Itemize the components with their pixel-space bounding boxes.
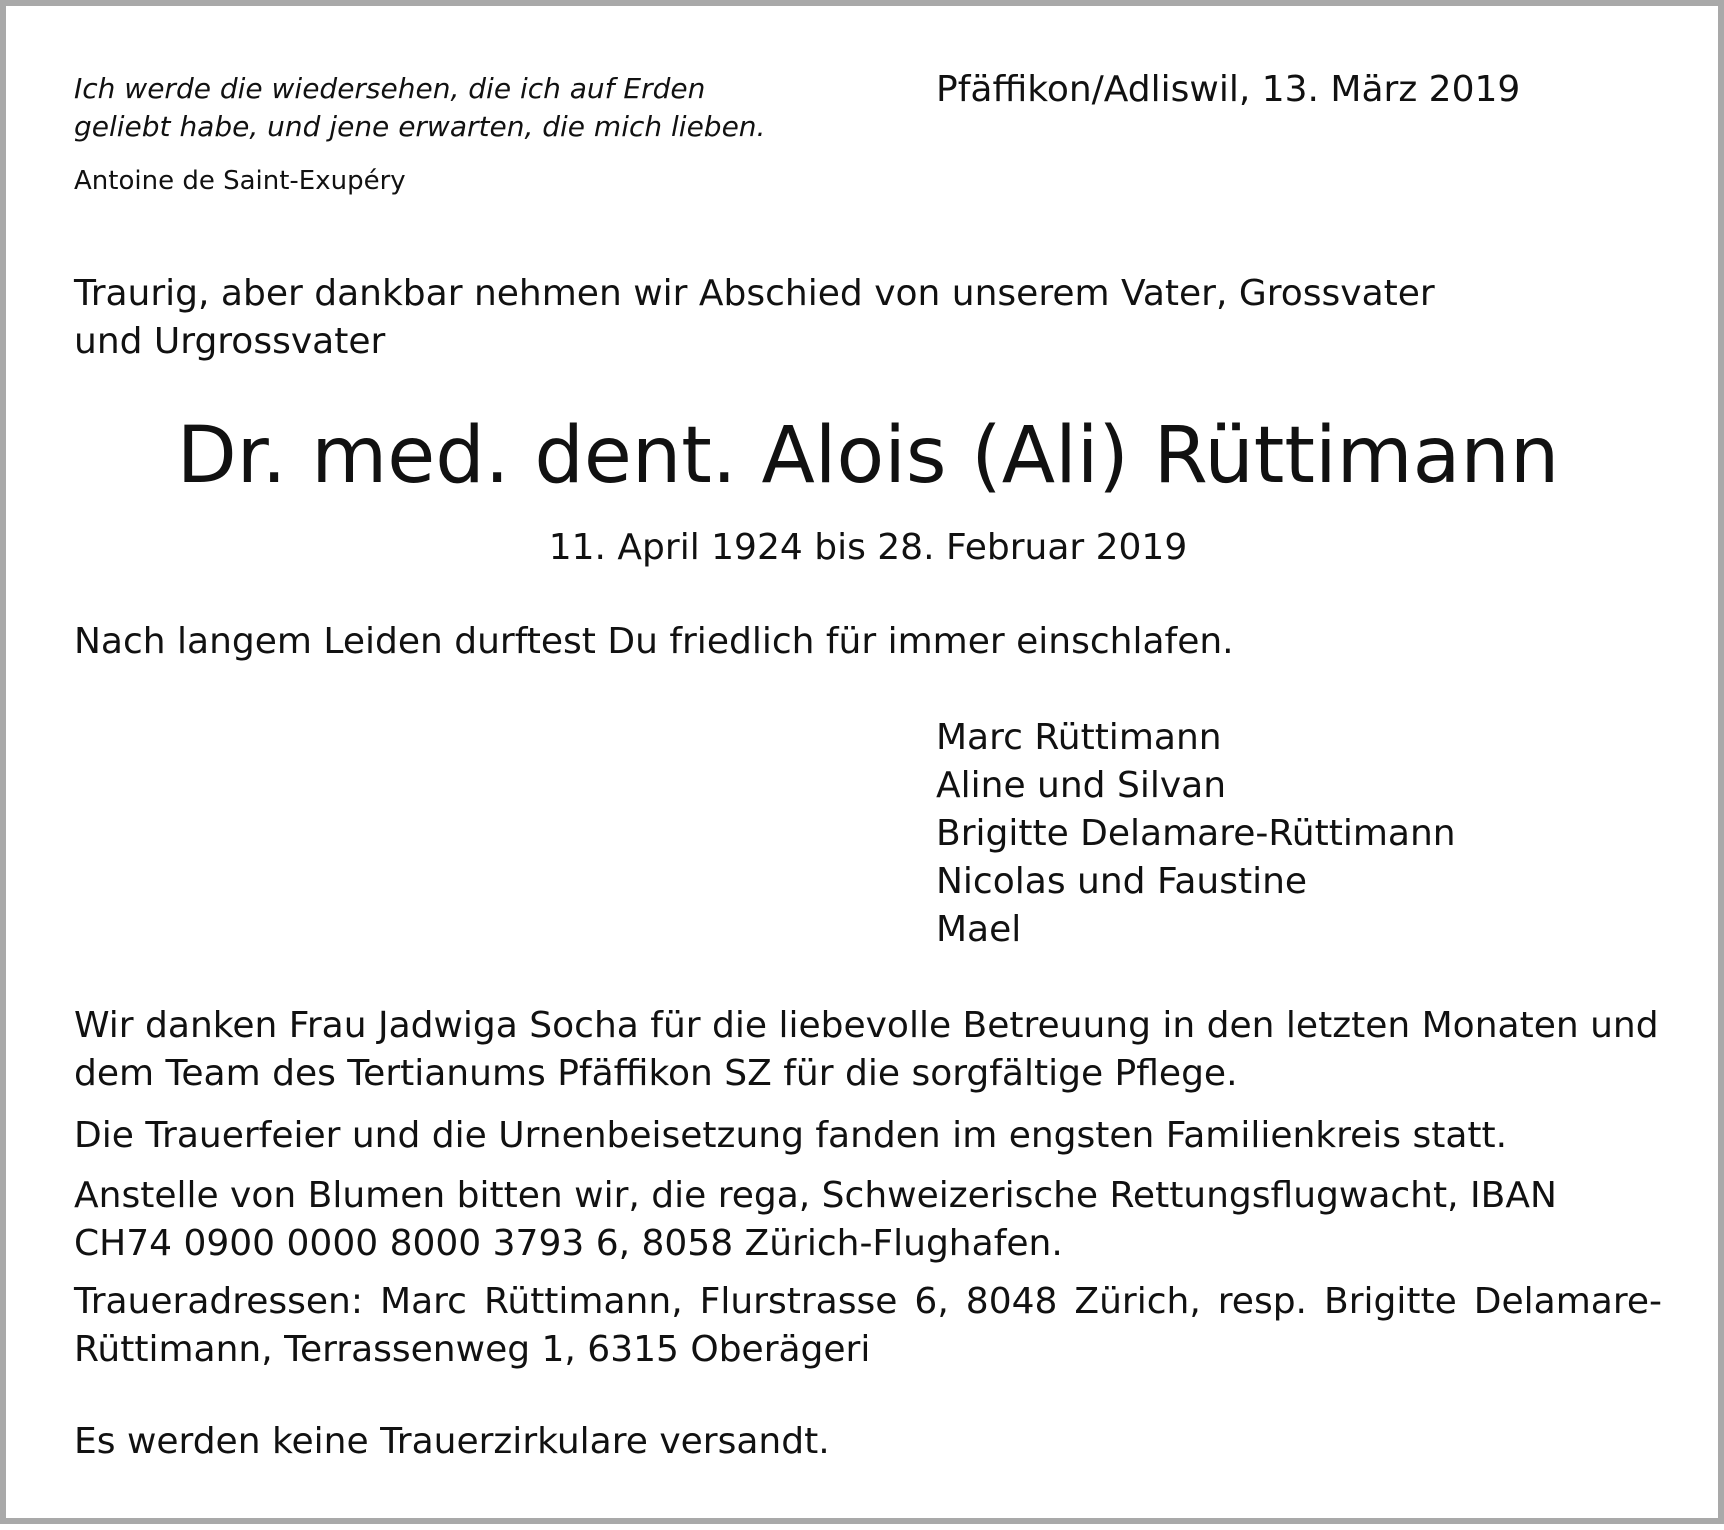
epigraph-quote <box>74 70 765 146</box>
family-member: Brigitte Delamare-Rüttimann <box>936 813 1456 854</box>
addresses-paragraph: Traueradressen: Marc Rüttimann, Flurstrasse 6, 8048 Zürich, resp. Brigitte Delamare-Rüttimann, Terrassenweg 1, 6315 Oberägeri <box>74 1281 1662 1370</box>
place-and-date: Pfäffikon/Adliswil, 13. März 2019 <box>936 69 1521 110</box>
quote-line: Ich werde die wiedersehen, die ich auf Erden <box>74 72 706 105</box>
intro-text: Traurig, aber dankbar nehmen wir Abschied von unserem Vater, Grossvater und Urgrossvater <box>74 273 1435 362</box>
deceased-name: Dr. med. dent. Alois (Ali) Rüttimann <box>176 411 1560 501</box>
family-list <box>936 714 1456 954</box>
circulars-paragraph: Es werden keine Trauerzirkulare versandt. <box>74 1421 830 1462</box>
family-member: Mael <box>936 909 1022 950</box>
life-dates: 11. April 1924 bis 28. Februar 2019 <box>548 527 1188 568</box>
family-member: Aline und Silvan <box>936 765 1227 806</box>
quote-author: Antoine de Saint-Exupéry <box>74 166 406 196</box>
thanks-paragraph: Wir danken Frau Jadwiga Socha für die liebevolle Betreuung in den letzten Monaten und dem Team des Tertianums Pfäffikon SZ für die sorgfältige Pflege. <box>74 1005 1659 1094</box>
farewell-text: Nach langem Leiden durftest Du friedlich für immer einschlafen. <box>74 621 1234 662</box>
donation-paragraph: Anstelle von Blumen bitten wir, die rega, Schweizerische Rettungsflugwacht, IBAN CH74 0900 0000 8000 3793 6, 8058 Zürich-Flughafen. <box>74 1175 1557 1264</box>
family-member: Marc Rüttimann <box>936 717 1222 758</box>
family-member: Nicolas und Faustine <box>936 861 1308 902</box>
notice-content <box>6 6 1724 1530</box>
ceremony-paragraph: Die Trauerfeier und die Urnenbeisetzung fanden im engsten Familienkreis statt. <box>74 1115 1508 1156</box>
quote-line: geliebt habe, und jene erwarten, die mich lieben. <box>74 110 766 143</box>
